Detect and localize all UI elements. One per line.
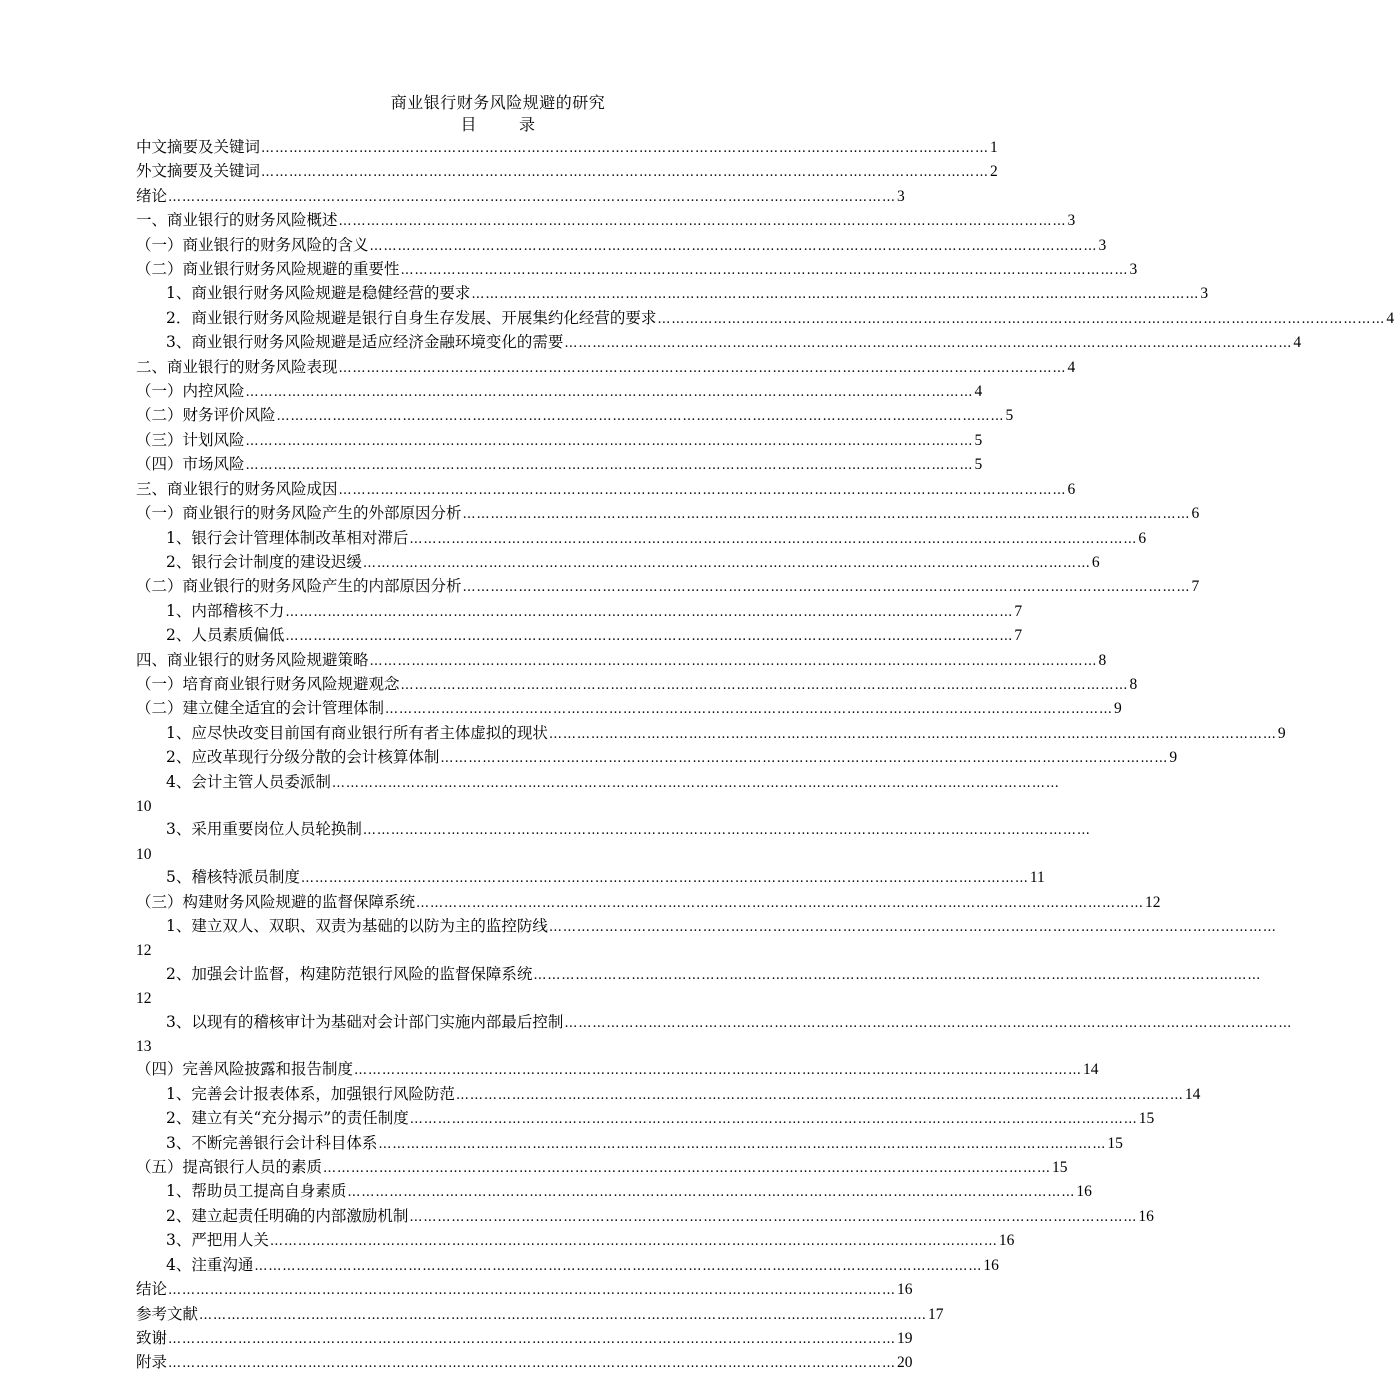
- toc-leader-dots: …………………………………………………………………………………………………………………………………………: [533, 967, 1262, 983]
- toc-entry[interactable]: [136, 1156, 1068, 1180]
- toc-entry-title: 附录: [136, 1353, 168, 1372]
- toc-entry[interactable]: [136, 160, 998, 184]
- toc-leader-dots: …………………………………………………………………………………………………………………………………………: [409, 1112, 1138, 1128]
- toc-leader-dots: …………………………………………………………………………………………………………………………………………: [400, 677, 1129, 693]
- table-of-contents: [136, 136, 1394, 1376]
- toc-entry[interactable]: [136, 1058, 1099, 1082]
- toc-entry-page: 3: [1067, 212, 1076, 230]
- toc-leader-dots: …………………………………………………………………………………………………………………………………………: [378, 1136, 1107, 1152]
- toc-entry-page: 3: [1129, 261, 1138, 279]
- toc-entry-page: 12: [136, 942, 152, 960]
- toc-leader-dots: …………………………………………………………………………………………………………………………………………: [564, 336, 1293, 352]
- toc-entry-title: 三、商业银行的财务风险成因: [136, 479, 338, 498]
- toc-entry-page: 10: [136, 797, 152, 815]
- toc-entry[interactable]: [136, 307, 1394, 331]
- toc-entry[interactable]: [136, 963, 1262, 987]
- toc-entry[interactable]: [136, 331, 1302, 355]
- toc-entry-title: 1、帮助员工提高自身素质: [166, 1182, 347, 1201]
- toc-entry-title: 参考文献: [136, 1304, 199, 1323]
- toc-entry-page: 6: [1191, 505, 1200, 523]
- toc-entry-page: 3: [897, 187, 905, 205]
- toc-entry-title: 3、商业银行财务风险规避是适应经济金融环境变化的需要: [166, 333, 564, 352]
- toc-entry-page: 6: [1138, 529, 1147, 547]
- toc-entry-title: 2、加强会计监督，构建防范银行风险的监督保障系统: [166, 964, 533, 983]
- toc-entry[interactable]: [136, 185, 905, 209]
- toc-entry-page: 16: [1076, 1183, 1092, 1201]
- toc-entry-page: 16: [1138, 1207, 1154, 1225]
- toc-wrapped-page-line: [136, 843, 860, 866]
- toc-leader-dots: …………………………………………………………………………………………………………………………………………: [354, 1063, 1083, 1079]
- toc-entry[interactable]: [136, 1205, 1154, 1229]
- toc-entry-title: 二、商业银行的财务风险表现: [136, 357, 338, 376]
- toc-entry-title: （一）培育商业银行财务风险规避观念: [136, 674, 400, 693]
- toc-entry-title: （一）商业银行的财务风险的含义: [136, 235, 369, 254]
- toc-leader-dots: …………………………………………………………………………………………………………………………………………: [168, 1283, 897, 1299]
- toc-entry-page: 9: [1277, 724, 1286, 742]
- toc-leader-dots: …………………………………………………………………………………………………………………………………………: [245, 385, 974, 401]
- toc-entry-title: 3、不断完善银行会计科目体系: [166, 1133, 378, 1152]
- toc-entry-title: （二）商业银行财务风险规避的重要性: [136, 260, 400, 279]
- toc-entry[interactable]: [136, 502, 1200, 526]
- toc-entry[interactable]: [136, 380, 983, 404]
- toc-leader-dots: …………………………………………………………………………………………………………………………………………: [347, 1185, 1076, 1201]
- toc-entry-title: 5、稽核特派员制度: [166, 868, 300, 887]
- toc-entry[interactable]: [136, 136, 998, 160]
- toc-entry[interactable]: [136, 356, 1076, 380]
- toc-entry[interactable]: [136, 575, 1200, 599]
- toc-leader-dots: …………………………………………………………………………………………………………………………………………: [338, 214, 1067, 230]
- toc-leader-dots: …………………………………………………………………………………………………………………………………………: [455, 1087, 1184, 1103]
- toc-entry-title: 中文摘要及关键词: [136, 138, 261, 156]
- toc-leader-dots: …………………………………………………………………………………………………………………………………………: [462, 507, 1191, 523]
- toc-entry-title: 2、银行会计制度的建设迟缓: [166, 552, 362, 571]
- toc-entry[interactable]: [136, 697, 1122, 721]
- toc-entry[interactable]: [136, 1107, 1155, 1131]
- toc-leader-dots: …………………………………………………………………………………………………………………………………………: [245, 433, 974, 449]
- toc-leader-dots: …………………………………………………………………………………………………………………………………………: [548, 920, 1277, 935]
- toc-entry-title: 一、商业银行的财务风险概述: [136, 211, 338, 230]
- toc-leader-dots: …………………………………………………………………………………………………………………………………………: [199, 1307, 928, 1323]
- toc-entry-title: 1、应尽快改变目前国有商业银行所有者主体虚拟的现状: [166, 723, 548, 742]
- toc-entry-page: 4: [1067, 358, 1076, 376]
- toc-wrapped-page-line: [136, 795, 860, 818]
- toc-entry[interactable]: [136, 404, 1014, 428]
- toc-entry-page: 4: [974, 383, 983, 401]
- toc-entry[interactable]: [136, 478, 1076, 502]
- toc-entry-page: 4: [1386, 309, 1394, 327]
- toc-entry-title: 4、会计主管人员委派制: [166, 772, 331, 791]
- toc-leader-dots: …………………………………………………………………………………………………………………………………………: [338, 360, 1067, 376]
- toc-entry-title: 4、注重沟通: [166, 1255, 254, 1274]
- toc-entry-page: 19: [897, 1329, 913, 1347]
- toc-entry[interactable]: [136, 1303, 944, 1327]
- toc-entry-title: （二）商业银行的财务风险产生的内部原因分析: [136, 577, 462, 596]
- toc-leader-dots: …………………………………………………………………………………………………………………………………………: [254, 1258, 983, 1274]
- toc-entry-page: 7: [1014, 602, 1023, 620]
- toc-entry-title: （三）计划风险: [136, 430, 245, 449]
- toc-entry[interactable]: [136, 429, 983, 453]
- toc-leader-dots: …………………………………………………………………………………………………………………………………………: [409, 1209, 1138, 1225]
- toc-entry-page: 14: [1184, 1085, 1201, 1103]
- toc-entry-page: 9: [1169, 749, 1178, 767]
- toc-entry-title: 1、完善会计报表体系，加强银行风险防范: [166, 1084, 455, 1103]
- toc-entry-title: 2、应改革现行分级分散的会计核算体制: [166, 748, 440, 767]
- toc-entry-page: 10: [136, 845, 152, 863]
- toc-entry-page: 9: [1114, 700, 1122, 718]
- toc-leader-dots: …………………………………………………………………………………………………………………………………………: [245, 458, 974, 474]
- toc-entry-page: 1: [990, 139, 998, 156]
- toc-entry-page: 8: [1129, 675, 1138, 693]
- toc-entry[interactable]: [136, 1254, 999, 1278]
- toc-entry[interactable]: [136, 209, 1076, 233]
- toc-entry[interactable]: [136, 649, 1107, 673]
- toc-entry[interactable]: [136, 258, 1138, 282]
- toc-entry[interactable]: [136, 1132, 1123, 1156]
- toc-leader-dots: …………………………………………………………………………………………………………………………………………: [276, 409, 1005, 425]
- toc-entry-title: 2、建立起责任明确的内部激励机制: [166, 1206, 409, 1225]
- toc-entry-page: 6: [1067, 480, 1076, 498]
- toc-entry-title: 外文摘要及关键词: [136, 162, 261, 181]
- toc-leader-dots: …………………………………………………………………………………………………………………………………………: [168, 1356, 897, 1372]
- toc-entry-title: 3、以现有的稽核审计为基础对会计部门实施内部最后控制: [166, 1012, 564, 1031]
- toc-leader-dots: …………………………………………………………………………………………………………………………………………: [261, 141, 990, 156]
- toc-entry[interactable]: [136, 1351, 913, 1375]
- toc-entry[interactable]: [136, 673, 1138, 697]
- toc-entry-page: 12: [136, 990, 152, 1008]
- toc-entry-title: 1、商业银行财务风险规避是稳健经营的要求: [166, 284, 471, 303]
- toc-entry-page: 14: [1083, 1061, 1099, 1079]
- toc-leader-dots: …………………………………………………………………………………………………………………………………………: [331, 775, 1060, 791]
- toc-entry-page: 4: [1293, 334, 1302, 352]
- toc-entry[interactable]: [136, 866, 1045, 890]
- toc-page: [136, 92, 1394, 1376]
- toc-leader-dots: …………………………………………………………………………………………………………………………………………: [285, 629, 1014, 645]
- toc-entry-title: 四、商业银行的财务风险规避策略: [136, 650, 369, 669]
- toc-entry-title: （五）提高银行人员的素质: [136, 1158, 323, 1177]
- toc-entry-page: 7: [1191, 578, 1200, 596]
- toc-entry[interactable]: [136, 722, 1286, 746]
- toc-leader-dots: …………………………………………………………………………………………………………………………………………: [369, 653, 1098, 669]
- toc-heading: [136, 114, 860, 136]
- toc-entry[interactable]: [136, 1278, 913, 1302]
- toc-leader-dots: …………………………………………………………………………………………………………………………………………: [338, 482, 1067, 498]
- toc-entry-title: （一）内控风险: [136, 382, 245, 401]
- toc-leader-dots: …………………………………………………………………………………………………………………………………………: [409, 531, 1138, 547]
- toc-entry-page: 17: [928, 1305, 944, 1323]
- toc-entry-page: 5: [974, 456, 983, 474]
- toc-entry-title: （四）完善风险披露和报告制度: [136, 1060, 354, 1079]
- toc-entry[interactable]: [136, 1180, 1092, 1204]
- toc-wrapped-page-line: [136, 939, 860, 962]
- toc-leader-dots: …………………………………………………………………………………………………………………………………………: [362, 823, 1091, 839]
- toc-leader-dots: …………………………………………………………………………………………………………………………………………: [285, 604, 1014, 620]
- toc-entry-page: 20: [897, 1354, 913, 1372]
- toc-entry-title: 绪论: [136, 186, 168, 205]
- toc-entry-title: （四）市场风险: [136, 455, 245, 474]
- toc-leader-dots: …………………………………………………………………………………………………………………………………………: [261, 165, 990, 181]
- toc-heading-char-1: 目: [460, 115, 477, 134]
- toc-leader-dots: …………………………………………………………………………………………………………………………………………: [385, 702, 1114, 718]
- toc-entry-title: 2、建立有关“充分揭示”的责任制度: [166, 1109, 409, 1128]
- toc-leader-dots: …………………………………………………………………………………………………………………………………………: [168, 189, 897, 205]
- toc-entry-title: 1、建立双人、双职、双责为基础的以防为主的监控防线: [166, 917, 548, 935]
- toc-leader-dots: …………………………………………………………………………………………………………………………………………: [269, 1234, 998, 1250]
- toc-entry[interactable]: [136, 527, 1147, 551]
- toc-entry[interactable]: [136, 1011, 1293, 1035]
- toc-leader-dots: …………………………………………………………………………………………………………………………………………: [564, 1015, 1293, 1031]
- toc-entry-page: 2: [990, 163, 998, 181]
- toc-entry[interactable]: [136, 624, 1023, 648]
- toc-wrapped-page-line: [136, 1035, 860, 1058]
- toc-entry-page: 15: [1107, 1134, 1123, 1152]
- toc-entry-page: 3: [1200, 285, 1209, 303]
- toc-entry-page: 3: [1098, 236, 1107, 254]
- toc-entry-page: 15: [1138, 1110, 1155, 1128]
- toc-entry-page: 5: [974, 431, 983, 449]
- toc-leader-dots: …………………………………………………………………………………………………………………………………………: [657, 311, 1386, 327]
- toc-entry-title: 2、人员素质偏低: [166, 626, 285, 645]
- toc-leader-dots: …………………………………………………………………………………………………………………………………………: [362, 555, 1091, 571]
- toc-entry-title: 结论: [136, 1280, 168, 1299]
- toc-entry[interactable]: [136, 551, 1100, 575]
- toc-leader-dots: …………………………………………………………………………………………………………………………………………: [462, 580, 1191, 596]
- toc-entry[interactable]: [136, 915, 1277, 939]
- toc-entry[interactable]: [136, 746, 1178, 770]
- toc-entry[interactable]: [136, 600, 1023, 624]
- toc-leader-dots: …………………………………………………………………………………………………………………………………………: [323, 1161, 1052, 1177]
- toc-entry-title: 3、采用重要岗位人员轮换制: [166, 820, 362, 839]
- toc-entry[interactable]: [136, 1327, 913, 1351]
- toc-leader-dots: …………………………………………………………………………………………………………………………………………: [168, 1331, 897, 1347]
- toc-entry-title: （二）财务评价风险: [136, 406, 276, 425]
- toc-entry-page: 12: [1145, 893, 1161, 911]
- toc-entry-title: （二）建立健全适宜的会计管理体制: [136, 699, 385, 718]
- toc-entry-page: 16: [983, 1256, 999, 1274]
- toc-entry[interactable]: [136, 891, 1161, 915]
- toc-entry-title: 致谢: [136, 1328, 168, 1347]
- toc-entry[interactable]: [136, 1083, 1201, 1107]
- toc-entry-title: （三）构建财务风险规避的监督保障系统: [136, 892, 416, 911]
- toc-entry[interactable]: [136, 771, 1060, 795]
- document-title: 商业银行财务风险规避的研究: [390, 93, 606, 112]
- toc-entry-title: 3、严把用人关: [166, 1231, 269, 1250]
- toc-leader-dots: …………………………………………………………………………………………………………………………………………: [369, 238, 1098, 254]
- toc-entry-title: 1、银行会计管理体制改革相对滞后: [166, 528, 409, 547]
- toc-entry-page: 6: [1091, 553, 1100, 571]
- toc-heading-char-2: 录: [519, 115, 536, 134]
- toc-wrapped-page-line: [136, 987, 860, 1010]
- toc-entry-page: 13: [136, 1038, 152, 1056]
- toc-entry-page: 7: [1014, 627, 1023, 645]
- toc-entry-page: 5: [1005, 407, 1014, 425]
- toc-leader-dots: …………………………………………………………………………………………………………………………………………: [300, 871, 1029, 887]
- toc-entry-page: 11: [1029, 869, 1045, 887]
- toc-entry[interactable]: [136, 282, 1209, 306]
- toc-leader-dots: …………………………………………………………………………………………………………………………………………: [400, 263, 1129, 279]
- toc-entry-page: 16: [998, 1232, 1015, 1250]
- toc-entry-page: 16: [897, 1281, 913, 1299]
- toc-leader-dots: …………………………………………………………………………………………………………………………………………: [548, 726, 1277, 742]
- toc-leader-dots: …………………………………………………………………………………………………………………………………………: [440, 751, 1169, 767]
- toc-entry[interactable]: [136, 453, 983, 477]
- toc-entry-title: （一）商业银行的财务风险产生的外部原因分析: [136, 504, 462, 523]
- toc-entry[interactable]: [136, 1229, 1015, 1253]
- toc-entry[interactable]: [136, 818, 1091, 842]
- toc-entry[interactable]: [136, 234, 1107, 258]
- toc-entry-title: 1、内部稽核不力: [166, 601, 285, 620]
- toc-leader-dots: …………………………………………………………………………………………………………………………………………: [471, 287, 1200, 303]
- toc-leader-dots: …………………………………………………………………………………………………………………………………………: [416, 895, 1145, 911]
- toc-entry-page: 15: [1052, 1159, 1068, 1177]
- toc-entry-page: 8: [1098, 651, 1107, 669]
- toc-entry-title: 2．商业银行财务风险规避是银行自身生存发展、开展集约化经营的要求: [166, 308, 657, 327]
